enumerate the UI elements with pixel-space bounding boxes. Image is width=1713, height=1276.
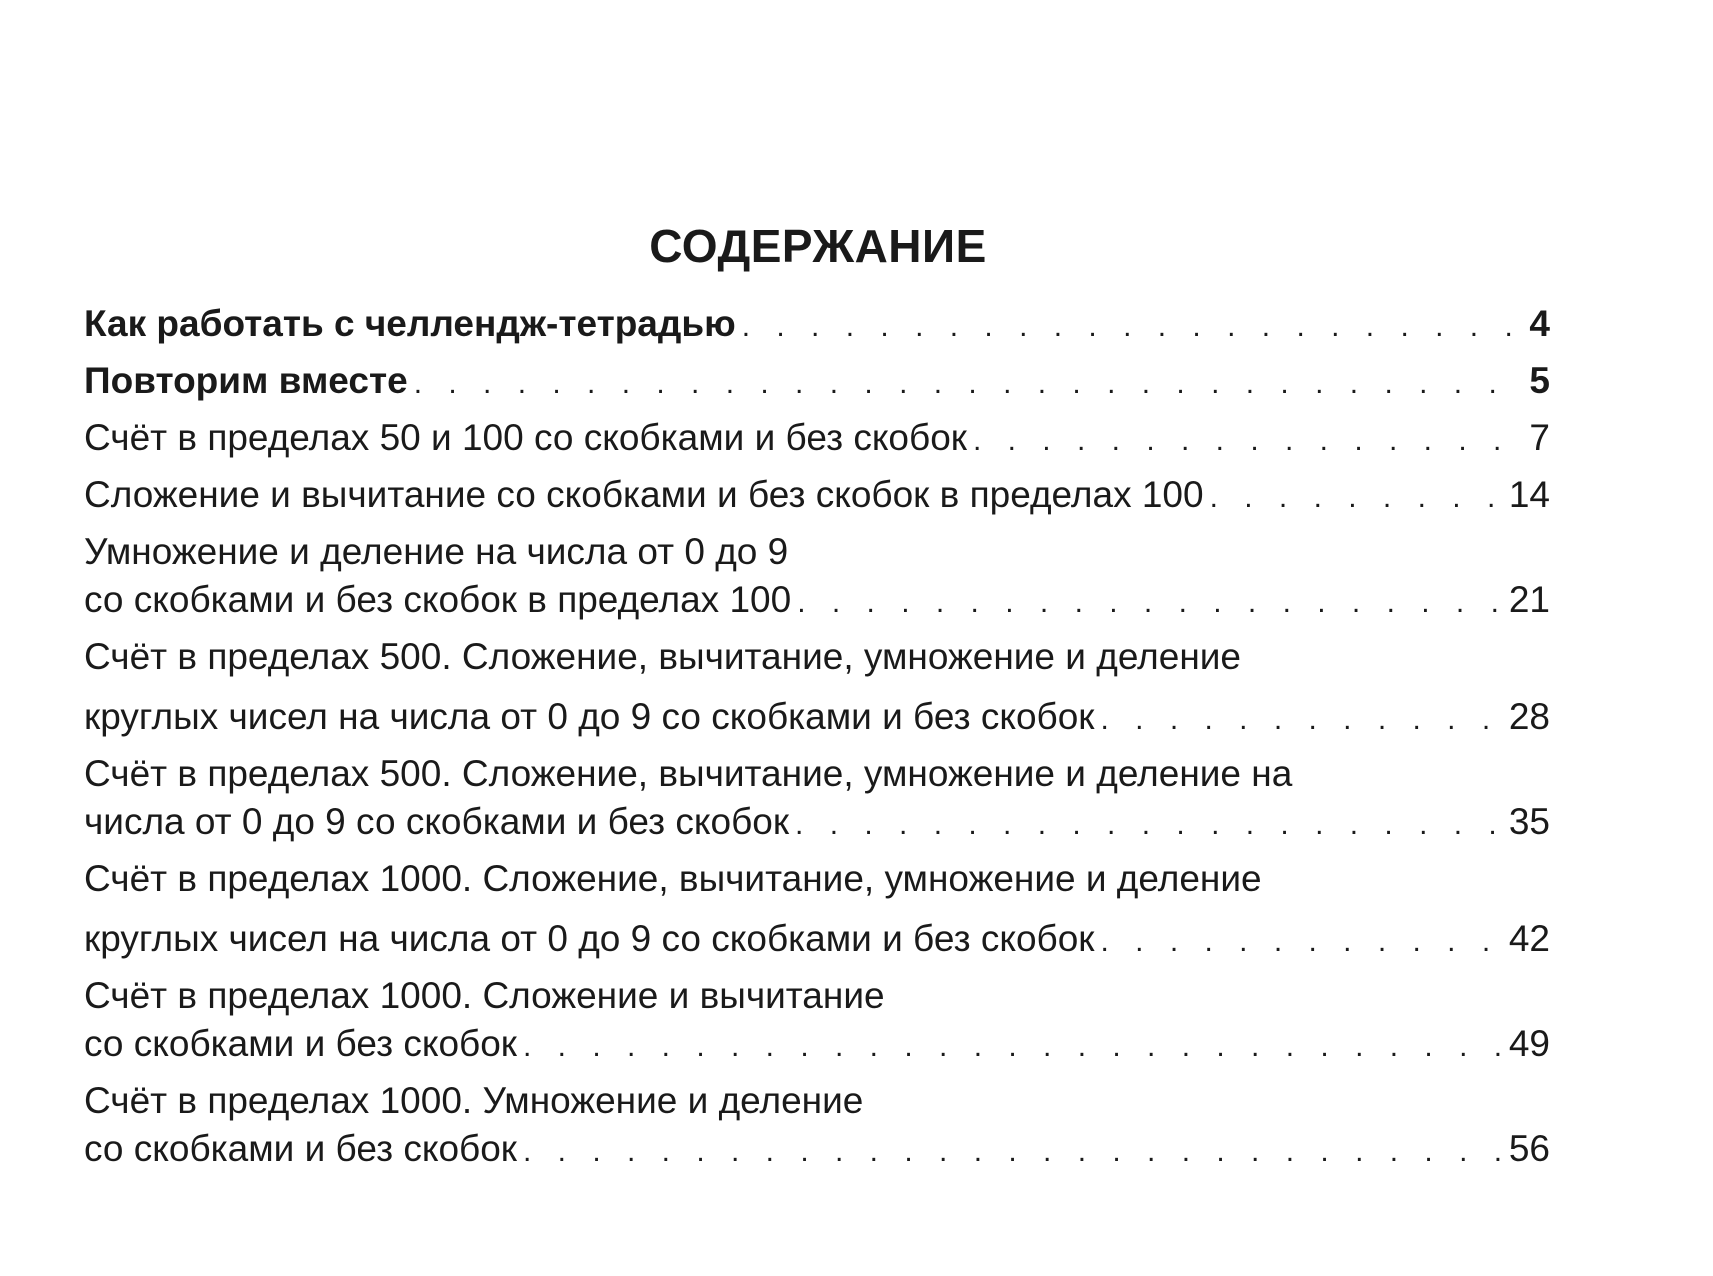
- toc-entry-title-line: Умножение и деление на числа от 0 до 9: [84, 531, 789, 572]
- toc-entry-row: [84, 798, 1550, 849]
- toc-title: СОДЕРЖАНИЕ: [649, 220, 987, 272]
- toc-page-number: 5: [1529, 360, 1550, 401]
- toc-page-number: 35: [1508, 801, 1550, 842]
- toc-entry: [84, 750, 1550, 849]
- toc-entry: [84, 414, 1550, 465]
- toc-entry-title: числа от 0 до 9 со скобками и без скобок: [84, 801, 790, 842]
- toc-entry-title: со скобками и без скобок: [84, 1128, 517, 1169]
- toc-entry-title-line: Счёт в пределах 1000. Сложение, вычитание, умножение и деление: [84, 858, 1262, 899]
- toc-entry: [84, 855, 1550, 966]
- toc-entry-title: со скобками и без скобок: [84, 1023, 517, 1064]
- dot-leader: [795, 801, 1503, 849]
- toc-entry: [84, 972, 1550, 1071]
- toc-entry-row: [84, 300, 1550, 351]
- toc-entry: [84, 357, 1550, 408]
- dot-leader: [523, 1023, 1503, 1071]
- toc-page-number: 14: [1508, 474, 1550, 515]
- toc-entry-row: [84, 471, 1550, 522]
- toc-entry-row: [84, 1125, 1550, 1176]
- toc-entry-row: [84, 576, 1550, 627]
- table-of-contents: [84, 300, 1550, 1182]
- toc-entry-title: со скобками и без скобок в пределах 100: [84, 579, 792, 620]
- dot-leader: [1100, 696, 1502, 744]
- toc-entry-row: [84, 1020, 1550, 1071]
- toc-page-number: 21: [1508, 579, 1550, 620]
- dot-leader: [797, 579, 1503, 627]
- toc-entry: [84, 633, 1550, 744]
- toc-entry: [84, 1077, 1550, 1176]
- dot-leader: [523, 1128, 1503, 1176]
- toc-page-number: 28: [1508, 696, 1550, 737]
- toc-entry-row: [84, 414, 1550, 465]
- toc-entry-row: [84, 357, 1550, 408]
- toc-entry: [84, 528, 1550, 627]
- toc-entry: [84, 471, 1550, 522]
- toc-entry-title-line: Счёт в пределах 500. Сложение, вычитание, умножение и деление на: [84, 753, 1293, 794]
- toc-entry-title-line: Счёт в пределах 500. Сложение, вычитание, умножение и деление: [84, 636, 1242, 677]
- dot-leader: [1100, 918, 1502, 966]
- dot-leader: [973, 417, 1523, 465]
- toc-entry-title: Счёт в пределах 50 и 100 со скобками и без скобок: [84, 417, 967, 458]
- toc-entry-title: круглых чисел на числа от 0 до 9 со скобками и без скобок: [84, 696, 1095, 737]
- toc-entry-title: круглых чисел на числа от 0 до 9 со скобками и без скобок: [84, 918, 1095, 959]
- toc-entry-title: Как работать с челлендж-тетрадью: [84, 303, 736, 344]
- toc-entry-row: [84, 915, 1550, 966]
- dot-leader: [1210, 474, 1503, 522]
- toc-entry-title-line: Счёт в пределах 1000. Сложение и вычитание: [84, 975, 885, 1016]
- toc-page-number: 4: [1529, 303, 1550, 344]
- toc-entry: [84, 300, 1550, 351]
- dot-leader: [414, 360, 1524, 408]
- toc-entry-row: [84, 693, 1550, 744]
- toc-page-number: 42: [1508, 918, 1550, 959]
- toc-entry-title: Сложение и вычитание со скобками и без скобок в пределах 100: [84, 474, 1204, 515]
- dot-leader: [742, 303, 1524, 351]
- toc-page-number: 56: [1508, 1128, 1550, 1169]
- toc-entry-title-line: Счёт в пределах 1000. Умножение и деление: [84, 1080, 864, 1121]
- toc-page-number: 49: [1508, 1023, 1550, 1064]
- toc-entry-title: Повторим вместе: [84, 360, 408, 401]
- toc-page-number: 7: [1529, 417, 1550, 458]
